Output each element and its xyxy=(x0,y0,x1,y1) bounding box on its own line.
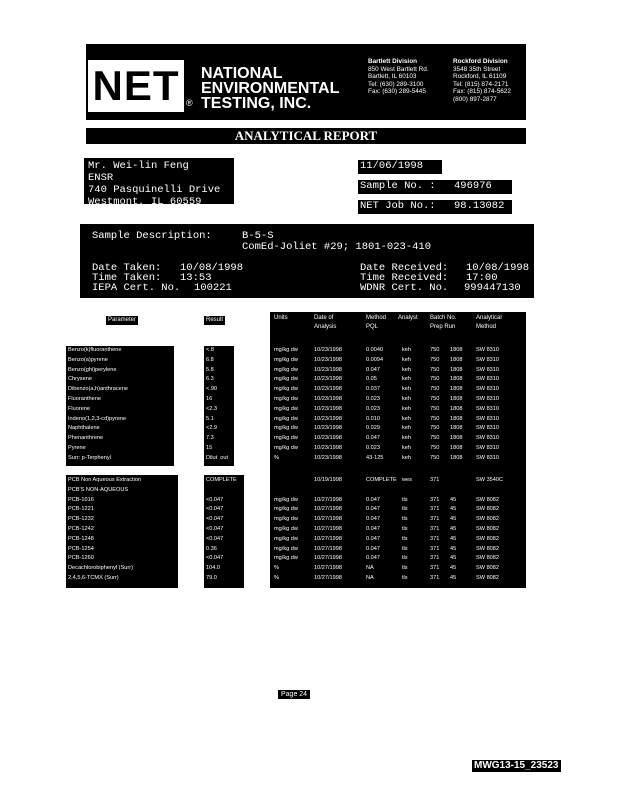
cell-analytical-method: SW 8310 xyxy=(476,435,500,442)
cell-analytical-method: SW 8310 xyxy=(476,425,500,432)
header-batch: Batch No. Prep Run xyxy=(430,315,457,330)
report-date: 11/06/1998 xyxy=(358,160,442,174)
cell-analyst: keh xyxy=(402,405,412,412)
cell-batch-prep: 371 xyxy=(430,526,440,532)
cell-analytical-method: SW 3540C xyxy=(476,477,504,483)
cell-analyst: tls xyxy=(402,575,408,581)
cell-analysis-date: 10/27/1998 xyxy=(314,506,342,513)
cell-analysis-date: 10/23/1998 xyxy=(314,376,342,383)
cell-batch-run: 45 xyxy=(450,565,457,572)
cell-parameter: PCB-1248 xyxy=(68,535,94,542)
company-name-line-1: NATIONAL xyxy=(201,65,283,82)
cell-analyst: keh xyxy=(402,425,412,432)
cell-parameter: PCB-1016 xyxy=(68,496,94,503)
cell-parameter: PCB-1232 xyxy=(68,516,94,523)
header-method-pql: Method PQL xyxy=(366,315,387,330)
cell-units: mg/kg dw xyxy=(274,396,298,402)
cell-result: 5.8 xyxy=(206,366,214,373)
date-received-value: 10/08/1998 xyxy=(466,262,530,274)
cell-batch-run: 45 xyxy=(450,575,457,581)
cell-result: <0.047 xyxy=(206,516,224,523)
cell-result: <.90 xyxy=(206,386,218,393)
cell-analytical-method: SW 8310 xyxy=(476,405,500,412)
bartlett-line: Fax: (630) 289-5445 xyxy=(368,88,426,96)
rockford-line: (800) 897-2877 xyxy=(453,95,497,103)
cell-batch-run: 45 xyxy=(450,506,457,513)
cell-analyst: tls xyxy=(402,565,408,572)
cell-result: <0.047 xyxy=(206,506,224,513)
cell-result: COMPLETE xyxy=(206,477,237,483)
net-logo: NET xyxy=(88,60,184,112)
header-date-of-analysis: Date of Analysis xyxy=(314,315,337,330)
cell-analyst: tls xyxy=(402,496,408,503)
cell-method-pql: 0.047 xyxy=(366,435,380,442)
cell-parameter: PCB-1221 xyxy=(68,506,94,513)
rockford-line: 3548 35th Street xyxy=(453,65,501,73)
cell-analyst: keh xyxy=(402,356,412,363)
cell-analysis-date: 10/23/1998 xyxy=(314,386,342,393)
cell-result: <0.047 xyxy=(206,526,224,532)
cell-analysis-date: 10/23/1998 xyxy=(314,347,342,353)
cell-result: 0.36 xyxy=(206,545,217,552)
cell-batch-prep: 750 xyxy=(430,405,440,412)
cell-parameter: Benzo(k)fluoranthene xyxy=(68,347,122,353)
bartlett-line: 850 West Bartlett Rd. xyxy=(368,65,429,73)
cell-batch-run: 1808 xyxy=(450,415,463,422)
rockford-line: Tel: (815) 874-2171 xyxy=(453,80,509,88)
cell-parameter: Chrysene xyxy=(68,376,92,383)
cell-method-pql: 0.047 xyxy=(366,506,380,513)
cell-batch-prep: 750 xyxy=(430,376,440,383)
cell-units: mg/kg dw xyxy=(274,366,298,373)
cell-batch-prep: 750 xyxy=(430,396,440,402)
cell-analytical-method: SW 8082 xyxy=(476,545,500,552)
cell-batch-prep: 750 xyxy=(430,445,440,451)
time-taken-value: 13:53 xyxy=(180,272,212,284)
cell-analyst: keh xyxy=(402,386,412,393)
cell-analytical-method: SW 8310 xyxy=(476,454,500,461)
cell-result: <0.047 xyxy=(206,535,224,542)
cell-analysis-date: 10/27/1998 xyxy=(314,535,342,542)
cell-batch-run: 1808 xyxy=(450,435,463,442)
report-title: ANALYTICAL REPORT xyxy=(86,128,526,144)
cell-batch-run: 1808 xyxy=(450,347,463,353)
cell-parameter: Benzo(ghi)perylene xyxy=(68,366,117,373)
cell-batch-run: 45 xyxy=(450,535,457,542)
cell-analysis-date: 10/23/1998 xyxy=(314,366,342,373)
cell-parameter: Fluoranthene xyxy=(68,396,101,402)
cell-method-pql: 0.0094 xyxy=(366,356,384,363)
cell-parameter: PCB-1242 xyxy=(68,526,94,532)
cell-analytical-method: SW 8082 xyxy=(476,535,500,542)
rockford-line: Rockford Division xyxy=(453,58,508,65)
cell-batch-prep: 371 xyxy=(430,516,440,523)
company-name-line-2: ENVIRONMENTAL xyxy=(201,80,340,97)
cell-units: % xyxy=(274,575,279,581)
header-analyst: Analyst xyxy=(398,315,418,321)
cell-units: % xyxy=(274,454,279,461)
cell-analysis-date: 10/23/1998 xyxy=(314,454,342,461)
cell-analytical-method: SW 8310 xyxy=(476,347,500,353)
cell-method-pql: 0.023 xyxy=(366,396,380,402)
cell-analyst: keh xyxy=(402,347,412,353)
cell-result: 6.8 xyxy=(206,356,214,363)
cell-analysis-date: 10/23/1998 xyxy=(314,356,342,363)
sample-description-label: Sample Description: xyxy=(92,230,212,242)
cell-method-pql: 43-125 xyxy=(366,454,384,461)
cell-units: mg/kg dw xyxy=(274,526,298,532)
cell-result: <2.9 xyxy=(206,425,218,432)
cell-analyst: tls xyxy=(402,526,408,532)
cell-parameter: PCB-1254 xyxy=(68,545,94,552)
cell-analytical-method: SW 8082 xyxy=(476,496,500,503)
cell-result: Dilut out xyxy=(206,454,229,461)
time-taken-label: Time Taken: xyxy=(92,272,162,284)
cell-analysis-date: 10/23/1998 xyxy=(314,435,342,442)
sample-no-label: Sample No. : xyxy=(358,180,452,194)
bartlett-division xyxy=(368,58,429,96)
cell-analysis-date: 10/27/1998 xyxy=(314,545,342,552)
rockford-line: Rockford, IL 61109 xyxy=(453,73,507,81)
cell-method-pql: 0.047 xyxy=(366,555,380,562)
sample-info-block xyxy=(80,224,534,298)
cell-parameter: Naphthalene xyxy=(68,425,100,432)
sample-no-value: 496976 xyxy=(452,180,512,194)
cell-batch-run: 45 xyxy=(450,545,457,552)
cell-result: 16 xyxy=(206,396,213,402)
sample-description-1: B-5-S xyxy=(242,230,274,242)
cell-analysis-date: 10/27/1998 xyxy=(314,555,342,562)
header-analytical-method: Analytical Method xyxy=(476,315,502,330)
cell-units: mg/kg dw xyxy=(274,535,298,542)
cell-method-pql: 0.047 xyxy=(366,496,380,503)
cell-analysis-date: 10/27/1998 xyxy=(314,526,342,532)
cell-method-pql: 0.047 xyxy=(366,526,380,532)
cell-analysis-date: 10/27/1998 xyxy=(314,496,342,503)
cell-analytical-method: SW 8310 xyxy=(476,366,500,373)
date-received-label: Date Received: xyxy=(360,262,449,274)
cell-analyst: keh xyxy=(402,445,412,451)
cell-analysis-date: 10/23/1998 xyxy=(314,396,342,402)
cell-parameter: PCB Non Aqueous Extraction xyxy=(68,477,142,483)
rockford-line: Fax: (815) 874-5622 xyxy=(453,88,511,96)
cell-method-pql: 0.037 xyxy=(366,386,380,393)
cell-batch-prep: 750 xyxy=(430,425,440,432)
cell-method-pql: 0.023 xyxy=(366,405,380,412)
cell-method-pql: 0.047 xyxy=(366,516,380,523)
client-name: Mr. Wei-lin Feng xyxy=(88,160,189,172)
bartlett-line: Bartlett Division xyxy=(368,58,418,65)
cell-analytical-method: SW 8310 xyxy=(476,376,500,383)
cell-units: mg/kg dw xyxy=(274,415,298,422)
time-received-value: 17:00 xyxy=(466,272,498,284)
cell-analytical-method: SW 8082 xyxy=(476,555,500,562)
cell-batch-prep: 371 xyxy=(430,496,440,503)
cell-batch-run: 1808 xyxy=(450,356,463,363)
cell-batch-prep: 371 xyxy=(430,545,440,552)
cell-result: 7.3 xyxy=(206,435,214,442)
sample-description-2: ComEd-Joliet #29; 1801-023-410 xyxy=(242,241,432,253)
cell-batch-prep: 750 xyxy=(430,386,440,393)
cell-batch-run: 1808 xyxy=(450,376,463,383)
wdnr-cert-label: WDNR Cert. No. xyxy=(360,282,449,294)
bartlett-line: Tel: (630) 289-3100 xyxy=(368,80,424,88)
cell-parameter: PCB'S NON-AQUEOUS xyxy=(68,486,129,493)
cell-method-pql: 0.010 xyxy=(366,415,380,422)
cell-method-pql: 0.023 xyxy=(366,445,380,451)
job-no-label: NET Job No.: xyxy=(358,200,452,214)
rockford-division xyxy=(453,58,511,104)
cell-method-pql: 0.029 xyxy=(366,425,380,432)
cell-analyst: keh xyxy=(402,415,412,422)
cell-parameter: Phenanthrene xyxy=(68,435,104,442)
cell-batch-prep: 371 xyxy=(430,535,440,542)
cell-batch-prep: 371 xyxy=(430,477,440,483)
cell-method-pql: NA xyxy=(366,565,374,572)
cell-batch-run: 1808 xyxy=(450,405,463,412)
page-number: Page 24 xyxy=(278,690,310,699)
client-address-block xyxy=(84,158,234,208)
cell-analysis-date: 10/23/1998 xyxy=(314,405,342,412)
client-company: ENSR xyxy=(88,172,114,184)
cell-batch-run: 1808 xyxy=(450,454,463,461)
client-street: 740 Pasquinelli Drive xyxy=(88,184,221,196)
cell-analyst: keh xyxy=(402,396,412,402)
cell-parameter: Surr: p-Terphenyl xyxy=(68,454,111,461)
cell-method-pql: NA xyxy=(366,575,374,581)
cell-parameter: Fluorene xyxy=(68,405,91,412)
cell-result: <0.047 xyxy=(206,555,224,562)
cell-units: mg/kg dw xyxy=(274,545,298,552)
cell-parameter: Benzo(a)pyrene xyxy=(68,356,108,363)
cell-result: <0.047 xyxy=(206,496,224,503)
cell-result: <.8 xyxy=(206,347,214,353)
cell-batch-run: 45 xyxy=(450,555,457,562)
cell-analysis-date: 10/23/1998 xyxy=(314,415,342,422)
cell-units: mg/kg dw xyxy=(274,376,298,383)
cell-result: 104.0 xyxy=(206,565,220,572)
cell-parameter: Decachlorobiphenyl (Surr) xyxy=(68,565,133,572)
cell-analytical-method: SW 8310 xyxy=(476,356,500,363)
cell-analyst: keh xyxy=(402,454,412,461)
cell-method-pql: 0.047 xyxy=(366,366,380,373)
cell-analysis-date: 10/19/1998 xyxy=(314,477,342,483)
cell-result: 79.0 xyxy=(206,575,217,581)
cell-batch-prep: 750 xyxy=(430,435,440,442)
cell-batch-prep: 371 xyxy=(430,565,440,572)
cell-analyst: keh xyxy=(402,376,412,383)
cell-analyst: keh xyxy=(402,366,412,373)
cell-units: mg/kg dw xyxy=(274,445,298,451)
cell-units: mg/kg dw xyxy=(274,386,298,393)
cell-batch-run: 45 xyxy=(450,496,457,503)
registered-mark: ® xyxy=(186,98,193,108)
cell-analyst: tls xyxy=(402,535,408,542)
cell-analytical-method: SW 8082 xyxy=(476,506,500,513)
cell-batch-prep: 371 xyxy=(430,555,440,562)
cell-batch-prep: 371 xyxy=(430,506,440,513)
bartlett-line: Bartlett, IL 60103 xyxy=(368,73,417,81)
client-city: Westmont, IL 60559 xyxy=(88,196,202,208)
cell-batch-prep: 750 xyxy=(430,415,440,422)
cell-method-pql: 0.0040 xyxy=(366,347,384,353)
cell-batch-run: 45 xyxy=(450,516,457,523)
cell-result: 6.3 xyxy=(206,376,214,383)
cell-analytical-method: SW 8082 xyxy=(476,516,500,523)
document-id: MWG13-15_23523 xyxy=(474,760,559,771)
time-received-label: Time Received: xyxy=(360,272,449,284)
company-name-line-3: TESTING, INC. xyxy=(201,95,312,112)
cell-analytical-method: SW 8082 xyxy=(476,565,500,572)
cell-units: mg/kg dw xyxy=(274,516,298,523)
cell-analyst: keh xyxy=(402,435,412,442)
cell-units: mg/kg dw xyxy=(274,506,298,513)
iepa-cert-label: IEPA Cert. No. xyxy=(92,282,181,294)
cell-analytical-method: SW 8310 xyxy=(476,386,500,393)
cell-analytical-method: SW 8082 xyxy=(476,575,500,581)
cell-analysis-date: 10/27/1998 xyxy=(314,565,342,572)
cell-result: 5.1 xyxy=(206,415,214,422)
cell-method-pql: 0.047 xyxy=(366,535,380,542)
cell-parameter: Dibenzo(a,h)anthracene xyxy=(68,386,129,393)
iepa-cert-value: 100221 xyxy=(194,282,232,294)
cell-analysis-date: 10/23/1998 xyxy=(314,445,342,451)
cell-analytical-method: SW 8310 xyxy=(476,445,500,451)
header-units: Units xyxy=(274,315,288,321)
cell-analytical-method: SW 8082 xyxy=(476,526,500,532)
cell-batch-prep: 750 xyxy=(430,454,440,461)
cell-units: mg/kg dw xyxy=(274,356,298,363)
cell-units: % xyxy=(274,565,279,572)
cell-analysis-date: 10/23/1998 xyxy=(314,425,342,432)
cell-batch-run: 1808 xyxy=(450,366,463,373)
cell-method-pql: 0.047 xyxy=(366,545,380,552)
wdnr-cert-value: 999447130 xyxy=(464,282,521,294)
cell-batch-run: 1808 xyxy=(450,386,463,393)
cell-analyst: tls xyxy=(402,555,408,562)
cell-parameter: Indeno(1,2,3-cd)pyrene xyxy=(68,415,127,422)
cell-result: <2.3 xyxy=(206,405,218,412)
cell-batch-prep: 750 xyxy=(430,347,440,353)
header-result: Result xyxy=(206,317,224,323)
cell-analytical-method: SW 8310 xyxy=(476,396,500,402)
cell-analysis-date: 10/27/1998 xyxy=(314,516,342,523)
cell-parameter: 2,4,5,6-TCMX (Surr) xyxy=(68,575,119,581)
cell-units: mg/kg dw xyxy=(274,435,298,442)
cell-batch-prep: 750 xyxy=(430,356,440,363)
cell-units: mg/kg dw xyxy=(274,405,298,412)
cell-units: mg/kg dw xyxy=(274,555,298,562)
date-taken-value: 10/08/1998 xyxy=(180,262,244,274)
cell-units: mg/kg dw xyxy=(274,347,298,353)
cell-analyst: tls xyxy=(402,516,408,523)
cell-batch-run: 1808 xyxy=(450,445,463,451)
cell-analyst: wes xyxy=(402,477,412,483)
cell-batch-run: 1808 xyxy=(450,396,463,402)
cell-units: mg/kg dw xyxy=(274,496,298,503)
cell-parameter: PCB-1260 xyxy=(68,555,94,562)
cell-analytical-method: SW 8310 xyxy=(476,415,500,422)
cell-result: 15 xyxy=(206,445,213,451)
cell-analysis-date: 10/27/1998 xyxy=(314,575,342,581)
cell-batch-prep: 371 xyxy=(430,575,440,581)
cell-batch-prep: 750 xyxy=(430,366,440,373)
cell-analyst: tls xyxy=(402,506,408,513)
cell-analyst: tls xyxy=(402,545,408,552)
cell-units: mg/kg dw xyxy=(274,425,298,432)
cell-batch-run: 1808 xyxy=(450,425,463,432)
cell-method-pql: COMPLETE xyxy=(366,477,397,483)
date-taken-label: Date Taken: xyxy=(92,262,162,274)
header-parameter: Parameter xyxy=(108,317,137,323)
cell-parameter: Pyrene xyxy=(68,445,86,451)
cell-method-pql: 0.05 xyxy=(366,376,377,383)
cell-batch-run: 45 xyxy=(450,526,457,532)
job-no-value: 98.13082 xyxy=(452,200,512,214)
